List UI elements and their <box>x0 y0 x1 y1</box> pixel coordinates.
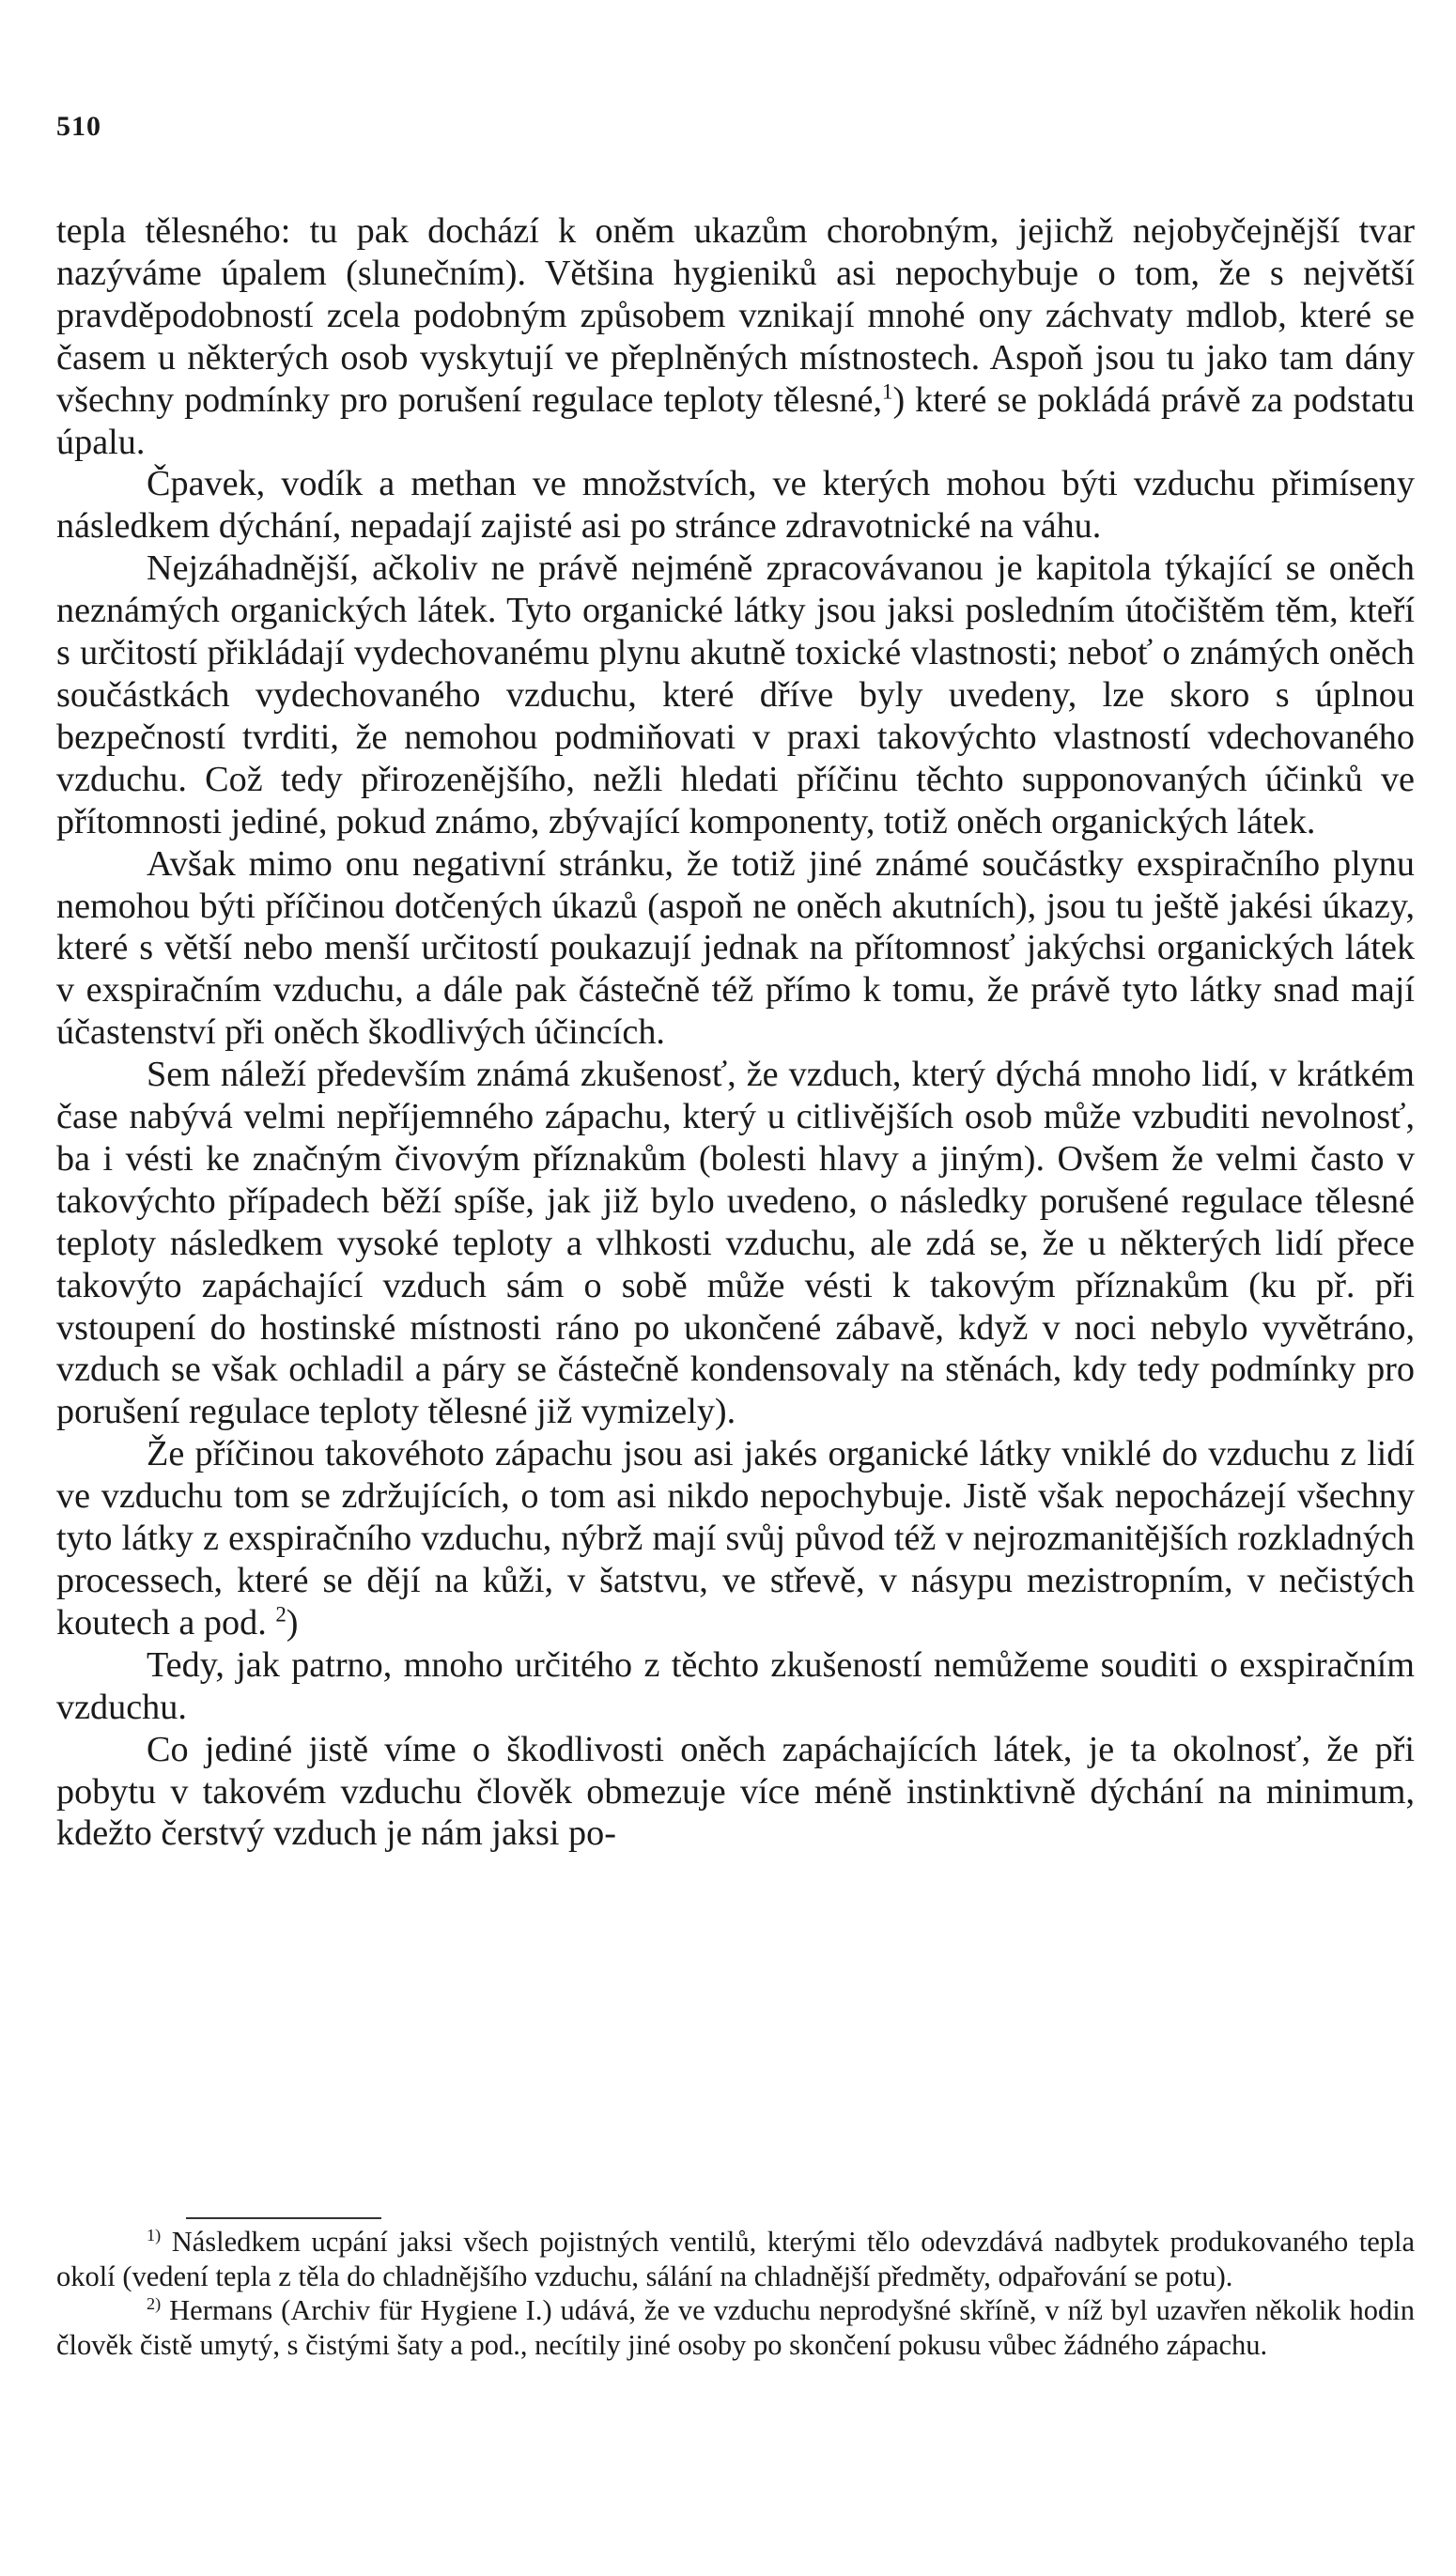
paragraph-text: které se pokládá právě za podstatu úpalu. <box>56 379 1416 462</box>
paragraph: Sem náleží především známá zkušenosť, že vzduch, který dýchá mnoho lidí, v krátkém čase nabývá velmi nepříjemného zápachu, který u citlivějších osob může vzbuditi nevolnosť, ba i vésti ke značným čivovým příznakům (bolesti hlavy a jiným). Ovšem že velmi často v takovýchto případech běží spíše, jak již bylo uvedeno, o následky porušené regulace tělesné teploty následkem vysoké teploty a vlhkosti vzduchu, ale zdá se, že u některých lidí přece takovýto zapáchající vzduch sám o sobě může vésti k takovým příznakům (ku př. při vstoupení do hostinské místnosti ráno po ukončené zábavě, když v noci nebylo vyvětráno, vzduch se však ochladil a páry se částečně kondensovaly na stěnách, kdy tedy podmínky pro porušení regulace teploty tělesné již vymizely). <box>56 1055 1415 1432</box>
footnote <box>56 2225 1415 2293</box>
footnote-text: Následkem ucpání jaksi všech pojistných ventilů, kterými tělo odevzdává nadbytek produkovaného tepla okolí (vedení tepla z těla do chladnějšího vzduchu, sálání na chladnější předměty, odpařování se potu). <box>56 2226 1415 2292</box>
paragraph: Tedy, jak patrno, mnoho určitého z těchto zkušeností nemůžeme souditi o exspiračním vzduchu. <box>56 1644 1415 1727</box>
paragraph: tepla tělesného: tu pak dochází k oněm ukazům chorobným, jejichž nejobyčejnější tvar nazýváme úpalem (slunečním). Většina hygieniků asi nepochybuje o tom, že s největší pravděpodobností zcela podobným způsobem vznikají mnohé ony záchvaty mdlob, které se časem u některých osob vyskytují ve přeplněných místnostech. Aspoň jsou tu jako tam dány všechny podmínky pro porušení regulace teploty tělesné,$^1$) které se pokládá právě za podstatu úpalu. <box>56 211 1416 462</box>
footnote <box>56 2293 1415 2362</box>
paragraph: Co jediné jistě víme o škodlivosti oněch zapáchajících látek, je ta okolnosť, že při pobytu v takovém vzduchu člověk obmezuje více méně instinktivně dýchání na minimum, kdežto čerstvý vzduch je nám jaksi po- <box>56 1729 1415 1854</box>
main-text <box>56 210 1415 1855</box>
footnote-marker: 1) <box>147 2225 162 2244</box>
paragraph-text: Že příčinou takovéhoto zápachu jsou asi jakés organické látky vniklé do vzduchu z lidí ve vzduchu tom se zdržujících, o tom asi nikdo nepochybuje. Jistě však nepocházejí všechny tyto látky z exspiračního vzduchu, nýbrž mají svůj původ též v nejrozmanitějších rozkladných processech, které se dějí na kůži, v šatstvu, ve střevě, v násypu mezistropním, v nečistých koutech a pod. <box>56 1434 1415 1643</box>
paragraph-text: tepla tělesného: tu pak dochází k oněm ukazům chorobným, jejichž nejobyčejnější tvar nazýváme úpalem (slunečním). Většina hygieniků asi nepochybuje o tom, že s největší pravděpodobností zcela podobným způsobem vznikají mnohé ony záchvaty mdlob, které se časem u některých osob vyskytují ve přeplněných místnostech. Aspoň jsou tu jako tam dány všechny podmínky pro porušení regulace teploty tělesné, <box>56 211 1415 420</box>
footnote-ref: 2 <box>275 1602 287 1627</box>
paragraph: Avšak mimo onu negativní stránku, že totiž jiné známé součástky exspiračního plynu nemohou býti příčinou dotčených úkazů (aspoň ne oněch akutních), jsou tu ještě jakési úkazy, které s větší nebo menší určitostí poukazují jednak na přítomnosť jakýchsi organických látek v exspiračním vzduchu, a dále pak částečně též přímo k tomu, že právě tyto látky snad mají účastenství při oněch škodlivých účincích. <box>56 843 1415 1053</box>
footnotes <box>56 2225 1415 2362</box>
footnote-text: Hermans (Archiv für Hygiene I.) udává, že ve vzduchu neprodyšné skříně, v níž byl uzavřen několik hodin člověk čistě umytý, s čistými šaty a pod., necítily jiné osoby po skončení pokusu vůbec žádného zápachu. <box>56 2294 1415 2361</box>
footnote-marker: 2) <box>147 2294 162 2314</box>
footnote-ref: 1 <box>882 378 893 403</box>
paragraph: Že příčinou takovéhoto zápachu jsou asi jakés organické látky vniklé do vzduchu z lidí ve vzduchu tom se zdržujících, o tom asi nikdo nepochybuje. Jistě však nepocházejí všechny tyto látky z exspiračního vzduchu, nýbrž mají svůj původ též v nejrozmanitějších rozkladných processech, které se dějí na kůži, v šatstvu, ve střevě, v násypu mezistropním, v nečistých koutech a pod. $^2$) <box>56 1434 1415 1643</box>
paragraph: Čpavek, vodík a methan ve množstvích, ve kterých mohou býti vzduchu přimíseny následkem dýchání, nepadají zajisté asi po stránce zdravotnické na váhu. <box>56 464 1415 547</box>
page-number: 510 <box>56 111 101 142</box>
paragraph: Nejzáhadnější, ačkoliv ne právě nejméně zpracovávanou je kapitola týkající se oněch neznámých organických látek. Tyto organické látky jsou jaksi posledním útočištěm těm, kteří s určitostí přikládají vydechovanému plynu akutně toxické vlastnosti; neboť o známých oněch součástkách vydechovaného vzduchu, které dříve byly uvedeny, lze skoro s úplnou bezpečností tvrditi, že nemohou podmiňovati v praxi takovýchto vlastností vdechovaného vzduchu. Což tedy přirozenějšího, nežli hledati příčinu těchto supponovaných účinků ve přítomnosti jediné, pokud známo, zbývající komponenty, totiž oněch organických látek. <box>56 548 1415 841</box>
footnote-divider <box>186 2217 381 2219</box>
